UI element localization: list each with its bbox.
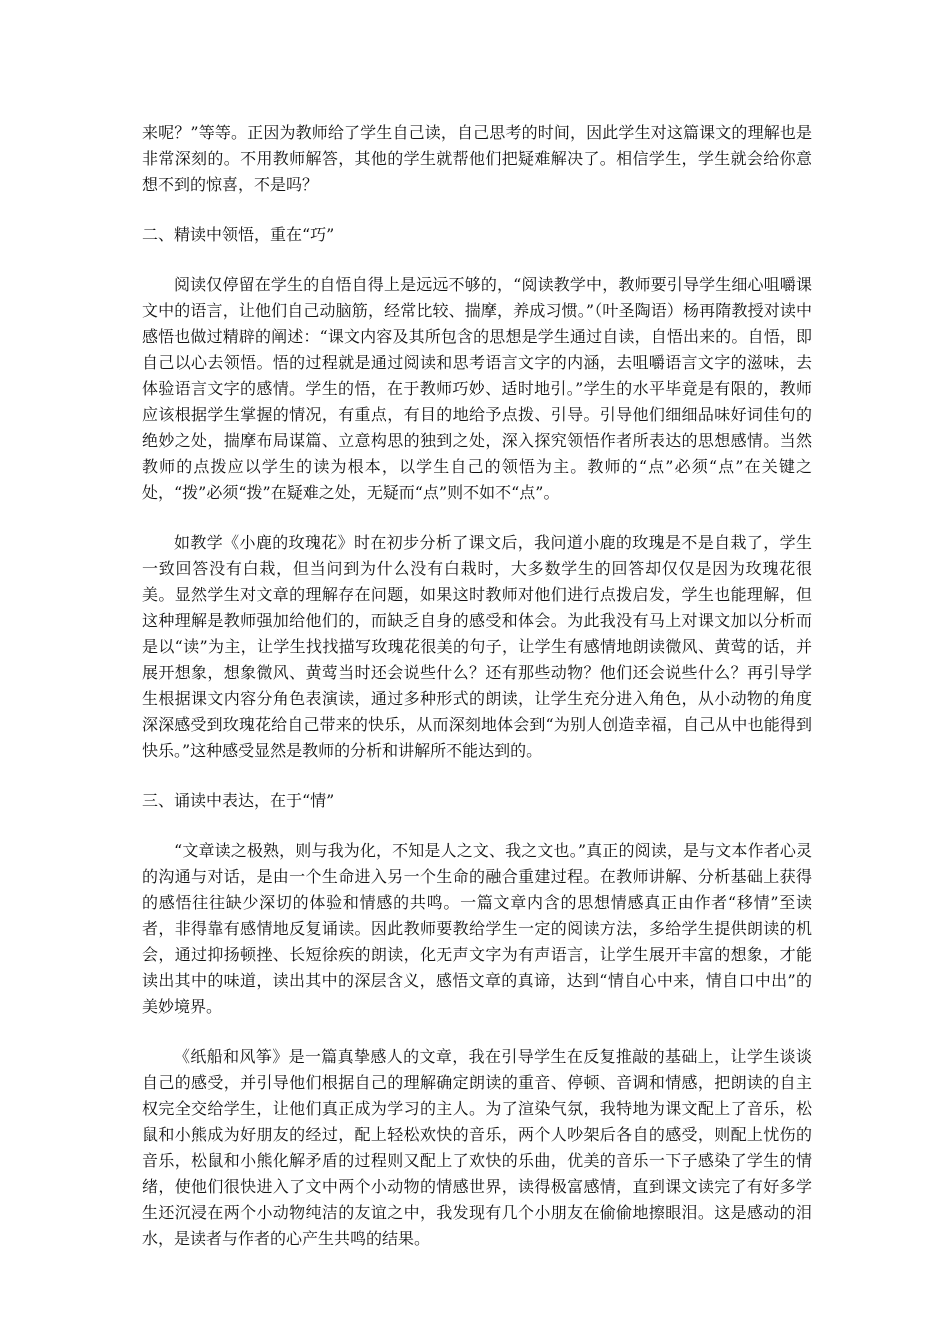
document-body bbox=[142, 120, 812, 1276]
paragraph-section3-example: 《纸船和风筝》是一篇真挚感人的文章，我在引导学生在反复推敲的基础上，让学生谈谈自己的感受，并引导他们根据自己的理解确定朗读的重音、停顿、音调和情感，把朗读的自主权完全交给学生，让他们真正成为学习的主人。为了渲染气氛，我特地为课文配上了音乐，松鼠和小熊成为好朋友的经过，配上轻松欢快的音乐，两个人吵架后各自的感受，则配上忧伤的音乐，松鼠和小熊化解矛盾的过程则又配上了欢快的乐曲，优美的音乐一下子感染了学生的情绪，使他们很快进入了文中两个小动物的情感世界，读得极富感情，直到课文读完了有好多学生还沉浸在两个小动物纯洁的友谊之中，我发现有几个小朋友在偷偷地擦眼泪。这是感动的泪水，是读者与作者的心产生共鸣的结果。 bbox=[142, 1047, 812, 1248]
paragraph-section3-main: “文章读之极熟，则与我为化，不知是人之文、我之文也。”真正的阅读，是与文本作者心灵的沟通与对话，是由一个生命进入另一个生命的融合重建过程。在教师讲解、分析基础上获得的感悟往往缺少深切的体验和情感的共鸣。一篇文章内含的思想情感真正由作者“移情”至读者，非得靠有感情地反复诵读。因此教师要教给学生一定的阅读方法，多给学生提供朗读的机会，通过抑扬顿挫、长短徐疾的朗读，化无声文字为有声语言，让学生展开丰富的想象，才能读出其中的味道，读出其中的深层含义，感悟文章的真谛，达到“情自心中来，情自口中出”的美妙境界。 bbox=[142, 841, 812, 1016]
paragraph-section2-main: 阅读仅停留在学生的自悟自得上是远远不够的，“阅读教学中，教师要引导学生细心咀嚼课文中的语言，让他们自己动脑筋，经常比较、揣摩，养成习惯。”（叶圣陶语）杨再隋教授对读中感悟也做过精辟的阐述：“课文内容及其所包含的思想是学生通过自读，自悟出来的。自悟，即自己以心去领悟。悟的过程就是通过阅读和思考语言文字的内涵，去咀嚼语言文字的滋味，去体验语言文字的感情。学生的悟，在于教师巧妙、适时地引。”学生的水平毕竟是有限的，教师应该根据学生掌握的情况，有重点，有目的地给予点拨、引导。引导他们细细品味好词佳句的绝妙之处，揣摩布局谋篇、立意构思的独到之处，深入探究领悟作者所表达的思想感情。当然教师的点拨应以学生的读为根本，以学生自己的领悟为主。教师的“点”必须“点”在关键之处，“拨”必须“拨”在疑难之处，无疑而“点”则不如不“点”。 bbox=[142, 275, 812, 502]
paragraph-intro-continuation: 来呢？”等等。正因为教师给了学生自己读，自己思考的时间，因此学生对这篇课文的理解也是非常深刻的。不用教师解答，其他的学生就帮他们把疑难解决了。相信学生，学生就会给你意想不到的惊喜，不是吗？ bbox=[142, 123, 812, 194]
section-heading-2: 二、精读中领悟，重在“巧” bbox=[142, 225, 335, 244]
section-heading-3: 三、诵读中表达，在于“情” bbox=[142, 791, 335, 810]
paragraph-section2-example: 如教学《小鹿的玫瑰花》时在初步分析了课文后，我问道小鹿的玫瑰是不是自栽了，学生一致回答没有白栽，但当问到为什么没有白栽时，大多数学生的回答却仅仅是因为玫瑰花很美。显然学生对文章的理解存在问题，如果这时教师对他们进行点拨启发，学生也能理解，但这种理解是教师强加给他们的，而缺乏自身的感受和体会。为此我没有马上对课文加以分析而是以“读”为主，让学生找找描写玫瑰花很美的句子，让学生有感情地朗读微风、黄莺的话，并展开想象，想象微风、黄莺当时还会说些什么？还有那些动物？他们还会说些什么？再引导学生根据课文内容分角色表演读，通过多种形式的朗读，让学生充分进入角色，从小动物的角度深深感受到玫瑰花给自己带来的快乐，从而深刻地体会到“为别人创造幸福，自己从中也能得到快乐。”这种感受显然是教师的分析和讲解所不能达到的。 bbox=[142, 533, 812, 760]
